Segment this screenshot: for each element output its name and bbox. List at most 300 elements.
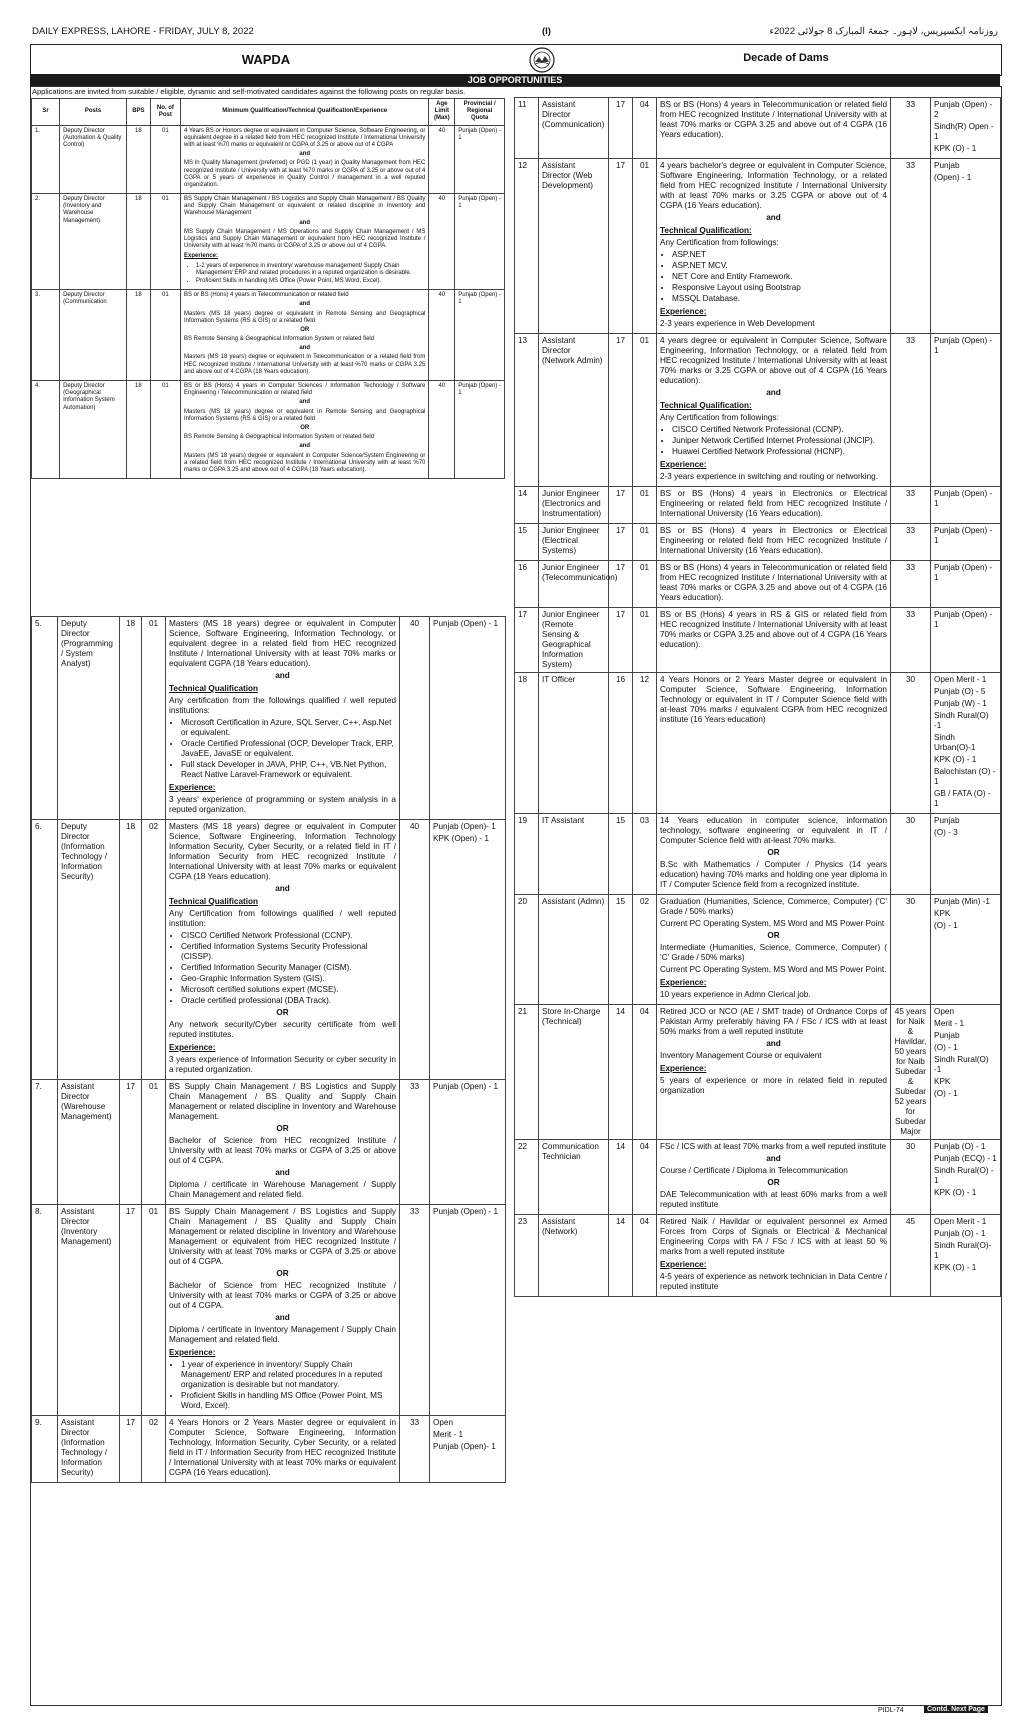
row-post: Assistant Director (Communication) [539,98,609,159]
quota-line: Punjab (Open) - 1 [458,127,501,141]
row-age: 40 [400,617,430,820]
separator-text: OR [276,1269,289,1278]
table-row [32,125,505,194]
table-row [515,561,1001,608]
row-bps: 17 [609,487,633,524]
row-age: 30 [891,673,931,814]
row-post: Communication Technician [539,1140,609,1215]
quota-line: (O) - 3 [934,828,958,837]
row-sr: 12 [515,159,539,334]
row-sr: 6. [32,820,58,1080]
row-num-posts: 01 [150,194,180,290]
quota-line: Punjab (ECQ) - 1 [934,1154,997,1163]
qualification-list [184,263,425,286]
quota-line: Open [934,1007,955,1016]
row-age: 30 [891,1140,931,1215]
row-qualification [657,159,891,334]
header-bps: BPS [127,99,151,126]
masthead-urdu: روزنامہ ایکسپریس، لاہور۔ جمعۃ المبارک 8 جولائی 2022ء [769,26,998,37]
masthead-left: DAILY EXPRESS, LAHORE - FRIDAY, JULY 8, 2022 [32,26,254,37]
row-bps: 18 [120,820,142,1080]
row-sr: 7. [32,1080,58,1205]
table-row [515,1005,1001,1140]
qualification-text: Retired Naik / Havildar or equivalent personnel ex Armed Forces from Corps of Signals or Electrical & Mechanical Engineering Corps with FA / FSc / ICS with at least 50 % marks from a well reputed institute [660,1217,887,1256]
quota-line: (O) - 1 [934,921,958,930]
row-num-posts: 01 [633,159,657,334]
row-num-posts: 01 [142,1205,166,1416]
table-row [32,1080,506,1205]
table-row [515,334,1001,487]
row-quota [430,1416,506,1483]
qualification-text: 10 years experience in Admn Clerical job. [660,990,811,999]
section-heading: Experience: [169,783,216,792]
separator-text: OR [767,1178,780,1187]
masthead-page-number: (I) [542,26,551,37]
row-qualification [181,381,429,479]
row-quota [931,814,1001,895]
row-bps: 16 [609,673,633,814]
row-post: Assistant Director (Inventory Management) [58,1205,120,1416]
row-num-posts: 01 [633,334,657,487]
row-sr: 22 [515,1140,539,1215]
table-row [515,524,1001,561]
row-quota [455,290,505,381]
row-num-posts: 02 [142,1416,166,1483]
quota-line: Punjab (Min) -1 [934,897,990,906]
quota-line: Punjab (Open)- 1 [433,822,496,831]
qualification-text: Any Certification from followings: [660,413,779,422]
row-sr: 11 [515,98,539,159]
qualification-text: Current PC Operating System, MS Word and MS Power Point. [660,965,887,974]
row-post: Assistant Director (Web Development) [539,159,609,334]
row-quota [931,673,1001,814]
quota-line: Punjab (Open) - 1 [458,196,501,210]
row-num-posts: 03 [633,814,657,895]
wapda-logo-icon [529,47,555,73]
list-item: • Certified Information Systems Security Professional (CISSP). [181,942,396,962]
table-row [32,290,505,381]
row-num-posts: 01 [633,524,657,561]
quota-line: (O) - 1 [934,1089,958,1098]
separator-text: and [299,219,311,226]
row-num-posts: 01 [633,608,657,673]
row-sr: 8. [32,1205,58,1416]
qualification-text: BS Supply Chain Management / BS Logistics and Supply Chain Management / BS Quality and Supply Chain Management or equivalent or related discipline in Inventory and Warehouse Management [184,196,426,217]
row-qualification [657,1005,891,1140]
quota-line: Punjab (Open) - 2 [934,100,993,119]
row-qualification [166,617,400,820]
row-num-posts: 01 [150,125,180,194]
row-age: 40 [429,125,455,194]
row-qualification [181,125,429,194]
separator-text: OR [300,326,310,333]
masthead [30,26,1000,40]
quota-line: (O) - 1 [934,1043,958,1052]
quota-line: Sindh Rural(O) - 1 [934,1166,994,1185]
row-qualification [657,561,891,608]
row-age: 33 [400,1205,430,1416]
row-qualification [181,194,429,290]
row-num-posts: 01 [633,561,657,608]
qualification-text: FSc / ICS with at least 70% marks from a well reputed institute [660,1142,887,1151]
list-item: • Microsoft certified solutions expert (MCSE). [181,985,396,995]
table-row [515,487,1001,524]
quota-line: Punjab (O) - 1 [934,1229,986,1238]
quota-line: Punjab (Open) - 1 [934,526,993,545]
row-post: Assistant (Network) [539,1215,609,1297]
quota-line: KPK (O) - 1 [934,1188,977,1197]
qualification-list [660,425,887,457]
row-sr: 13 [515,334,539,487]
qualification-text: Masters (MS 18 years) degree or equivalent in Computer Science, Software Engineering, Information Technology, or equivalent degree in a related field from HEC recognized Institute / International University with at least 70% marks or equivalent CGPA (18 Years education). [169,619,396,668]
row-post: IT Officer [539,673,609,814]
qualification-text: Intermediate (Humanities, Science, Commerce, Computer) ( 'C' Grade / 50% marks) [660,943,887,962]
separator-text: and [275,671,290,680]
row-post: Deputy Director (Programming / System Analyst) [58,617,120,820]
section-heading: Experience: [169,1043,216,1052]
row-num-posts: 02 [633,895,657,1005]
quota-line: Punjab (Open) - 1 [934,336,993,355]
quota-line: Punjab (Open) - 1 [458,383,501,397]
separator-text: and [299,151,311,158]
quota-line: KPK (O) - 1 [934,755,977,764]
row-bps: 17 [120,1205,142,1416]
table-row [32,1416,506,1483]
row-quota [931,524,1001,561]
row-bps: 15 [609,895,633,1005]
jobs-table-small [31,98,505,479]
quota-line: KPK [934,909,951,918]
row-qualification [657,895,891,1005]
qualification-text: BS or BS (Hons) 4 years in Telecommunication or related field from HEC recognized Institute / International University with at least 70% marks or CGPA 3.25 and above out of 4 CGPA (16 Years education). [660,563,887,602]
row-num-posts: 01 [150,381,180,479]
quota-line: Punjab [934,1031,960,1040]
table-row [32,194,505,290]
qualification-text: BS or BS (Hons) 4 years in Telecommunication or related field from HEC recognized Institute / International University with at least 70% marks or CGPA 3.25 and above out of 4 CGPA (16 Years education). [660,100,887,139]
quota-line: Punjab (Open) - 1 [458,292,501,306]
row-sr: 17 [515,608,539,673]
row-bps: 18 [127,194,151,290]
qualification-text: Graduation (Humanities, Science, Commerce, Computer) ('C' Grade / 50% marks) [660,897,887,916]
row-quota [430,820,506,1080]
row-age: 33 [400,1416,430,1483]
row-sr: 2. [32,194,60,290]
row-post: Deputy Director (Communication [60,290,127,381]
row-age: 33 [891,524,931,561]
section-heading: Experience: [660,1064,707,1073]
org-name: WAPDA [241,52,291,67]
table-row [32,820,506,1080]
row-post: Store In-Charge (Technical) [539,1005,609,1140]
list-item: • ASP.NET [672,250,887,260]
row-sr: 3. [32,290,60,381]
row-sr: 14 [515,487,539,524]
row-post: Junior Engineer (Remote Sensing & Geographical Information System) [539,608,609,673]
quota-line: Open Merit - 1 [934,1217,987,1226]
qualification-text: BS Supply Chain Management / BS Logistics and Supply Chain Management / BS Quality and Supply Chain Management or related discipline in Inventory and Warehouse Management or equivalent from HEC recognized Institute / University with at least 70% marks or CGPA of 3.25 or above out of 4 CGPA. [169,1207,396,1266]
table-row [515,1215,1001,1297]
row-sr: 5. [32,617,58,820]
row-age: 30 [891,814,931,895]
row-sr: 1. [32,125,60,194]
list-item: • Proficient Skills in handling MS Office (Power Point, MS Word, Excel). [196,278,425,285]
qualification-text: B.Sc with Mathematics / Computer / Physics (14 years education) having 70% marks and holding one year diploma in IT / Computer Science field from a recognized institute. [660,860,887,889]
qualification-text: Retired JCO or NCO (AE / SMT trade) of Ordnance Corps of Pakistan Army preferably having FA / FSc / ICS with at least 50% marks from a well reputed institute [660,1007,887,1036]
list-item: • CISCO Certified Network Professional (CCNP). [181,931,396,941]
row-num-posts: 04 [633,98,657,159]
row-sr: 16 [515,561,539,608]
qualification-text: DAE Telecommunication with at least 60% marks from a well reputed institute [660,1190,887,1209]
row-qualification [166,1080,400,1205]
row-qualification [657,673,891,814]
pidl-code: PIDL-74 [878,1707,904,1714]
row-qualification [657,334,891,487]
qualification-text: Any network security/Cyber security certificate from well reputed institutes. [169,1020,396,1039]
section-heading: Experience: [660,1260,707,1269]
row-age: 40 [429,290,455,381]
quota-line: Punjab (Open)- 1 [433,1442,496,1451]
table-row [515,895,1001,1005]
qualification-list [169,1360,396,1411]
quota-line: Punjab (W) - 1 [934,699,987,708]
quota-line: Punjab (Open) - 1 [934,610,993,629]
jobs-table-left [31,616,506,1483]
row-post: Deputy Director (Automation & Quality Control) [60,125,127,194]
quota-line: Merit - 1 [433,1430,464,1439]
qualification-text: MS Supply Chain Management / MS Operations and Supply Chain Management / MS Logistics and Supply Chain Management or equivalent from HEC recognized Institute / University with at least %70 marks or CGPA of 3.25 or above out of 4 CGPA. [184,228,426,250]
row-bps: 18 [127,290,151,381]
row-qualification [166,1205,400,1416]
row-post: Junior Engineer (Telecommunication) [539,561,609,608]
qualification-text: Bachelor of Science from HEC recognized Institute / University with at least 70% marks or CGPA of 3.25 or above out of 4 CGPA. [169,1281,396,1310]
list-item: • CISCO Certified Network Professional (CCNP). [672,425,887,435]
qualification-text: Current PC Operating System, MS Word and MS Power Point [660,919,885,928]
section-heading: Technical Qualification: [660,401,752,410]
section-heading: Technical Qualification [169,897,259,906]
table-row [32,381,505,479]
qualification-text: 4 years degree or equivalent in Computer Science, Software Engineering, Information Technology, or a related field from HEC recognized Institute / International University with at least 70% marks or 3.25 CGPA or above out of 4 CGPA (16 Years education). [660,336,887,385]
row-num-posts: 12 [633,673,657,814]
qualification-text: Bachelor of Science from HEC recognized Institute / University with at least 70% marks or CGPA of 3.25 or above out of 4 CGPA. [169,1136,396,1165]
section-heading: Experience: [660,460,707,469]
qualification-text: Course / Certificate / Diploma in Telecommunication [660,1166,848,1175]
section-heading: Experience: [660,307,707,316]
row-age: 40 [400,820,430,1080]
qualification-text: BS or BS (Hons) 4 years in RS & GIS or related field from HEC recognized Institute / International University with at least 70% marks or CGPA 3.25 and above out of 4 CGPA (16 Years education). [660,610,887,649]
quota-line: KPK [934,1077,951,1086]
row-bps: 15 [609,814,633,895]
row-bps: 17 [609,98,633,159]
row-num-posts: 01 [142,1080,166,1205]
row-quota [931,608,1001,673]
quota-line: Merit - 1 [934,1019,965,1028]
quota-line: (Open) - 1 [934,173,972,182]
quota-line: KPK (Open) - 1 [433,834,489,843]
table-row [515,814,1001,895]
row-bps: 14 [609,1005,633,1140]
qualification-text: 2-3 years experience in Web Development [660,319,815,328]
qualification-text: Diploma / certificate in Warehouse Management / Supply Chain Management and related field. [169,1180,396,1199]
section-heading: Technical Qualification: [660,226,752,235]
row-post: Assistant (Admn) [539,895,609,1005]
row-num-posts: 01 [150,290,180,381]
quota-line: Open [433,1418,454,1427]
qualification-text: Diploma / certificate in Inventory Management / Supply Chain Management and related field. [169,1325,396,1344]
quota-line: Punjab (Open) - 1 [934,563,993,582]
quota-line: Open Merit - 1 [934,675,987,684]
row-qualification [657,98,891,159]
list-item: • NET Core and Entity Framework. [672,272,887,282]
row-quota [931,334,1001,487]
separator-text: and [766,213,781,222]
table-row [515,98,1001,159]
row-sr: 18 [515,673,539,814]
row-sr: 20 [515,895,539,1005]
row-bps: 14 [609,1140,633,1215]
jobs-table-right [514,97,1001,1297]
slogan: Decade of Dams [743,52,829,64]
quota-line: Punjab (O) - 1 [934,1142,986,1151]
row-quota [931,98,1001,159]
row-quota [931,561,1001,608]
qualification-text: 4 years bachelor's degree or equivalent in Computer Science, Software Engineering, Information Technology, or a related field from HEC recognized Institute / International University with at least 70% marks or 3.25 CGPA or above out of 4 CGPA (16 Years education). [660,161,887,210]
qualification-text: BS Supply Chain Management / BS Logistics and Supply Chain Management / BS Quality and Supply Chain Management or related discipline in Inventory and Warehouse Management. [169,1082,396,1121]
qualification-text: Masters (MS 18 years) degree or equivalent in Telecommunication or a related field from HEC recognized Institute / International University with at least %70 marks or CGPA 3.25 and above out of 4 CGPA (18 Years education). [184,354,426,375]
row-post: Deputy Director (Geographical Information System Automation) [60,381,127,479]
row-quota [455,381,505,479]
qualification-text: BS or BS (Hons) 4 years in Computer Sciences / Information Technology / Software Engineering / Telecommunication or related field [184,383,426,397]
list-item: • Geo-Graphic Information System (GIS). [181,974,396,984]
list-item: • Oracle certified professional (DBA Track). [181,996,396,1006]
row-quota [931,1215,1001,1297]
row-bps: 18 [120,617,142,820]
qualification-text: 4 Years Honors or 2 Years Master degree or equivalent in Computer Science, Software Engineering, Information Technology or equivalent in IT / Computer Science field with at-least 70% marks / equivalent CGPA from HEC recognized institute (16 Years education) [660,675,887,724]
quota-line: KPK (O) - 1 [934,144,977,153]
qualification-text: 3 years experience of Information Security or cyber security in a reputed organization. [169,1055,396,1074]
table-row [515,159,1001,334]
separator-text: and [299,399,311,406]
list-item: • Oracle Certified Professional (OCP, Developer Track, ERP, JavaEE, JavaSE or equivalent. [181,739,396,759]
qualification-text: Inventory Management Course or equivalent [660,1051,822,1060]
list-item: • ASP.NET MCV. [672,261,887,271]
list-item: • Full stack Developer in JAVA, PHP, C++, VB.Net Python, React Native Laravel-Framework or equivalent. [181,760,396,780]
row-qualification [657,814,891,895]
list-item: • Huawei Certified Network Professional (HCNP). [672,447,887,457]
separator-text: and [275,1168,290,1177]
quota-line: Sindh Rural(O)- 1 [934,1241,992,1260]
separator-text: and [766,1154,781,1163]
intro-text: Applications are invited from suitable / eligible, dynamic and self-motivated candidates against the following posts on regular basis. [32,87,466,96]
qualification-text: Any Certification from followings: [660,238,779,247]
quota-line: Punjab (Open) - 1 [433,1082,499,1091]
separator-text: and [275,884,290,893]
row-bps: 17 [120,1416,142,1483]
row-age: 45 [891,1215,931,1297]
list-item: • Responsive Layout using Bootstrap [672,283,887,293]
row-qualification [166,1416,400,1483]
separator-text: OR [767,931,780,940]
separator-text: and [766,388,781,397]
section-heading: Technical Qualification [169,684,259,693]
quota-line: Sindh(R) Open - 1 [934,122,994,141]
row-post: Assistant Director (Information Technology / Information Security) [58,1416,120,1483]
row-post: Junior Engineer (Electronics and Instrumentation) [539,487,609,524]
row-quota [430,1080,506,1205]
quota-line: Sindh Rural(O) -1 [934,711,989,730]
row-sr: 9. [32,1416,58,1483]
row-quota [931,487,1001,524]
row-age: 30 [891,895,931,1005]
qualification-text: Any certification from the followings qualified / well reputed institutions: [169,696,396,715]
row-quota [430,617,506,820]
separator-text: and [299,345,311,352]
quota-line: Sindh Rural(O) -1 [934,1055,989,1074]
row-bps: 17 [120,1080,142,1205]
qualification-text: Masters (MS 18 years) degree or equivalent in Computer Science, Software Engineering, Information Technology Information Security, Cyber Security, or a related field in IT / Information Security from HEC recognized Institute / International University with at least 70% marks or equivalent CGPA (18 Years education). [169,822,396,881]
separator-text: and [766,1039,781,1048]
qualification-text: 4 Years BS or Honors degree or equivalent in Computer Science, Software Engineering, or equivalent degree in a related field from HEC recognized Institute / International University with at least %70 marks or equivalent or CGPA of 3.25 or above out of 4 CGPA [184,127,426,148]
row-quota [931,1140,1001,1215]
row-bps: 17 [609,524,633,561]
row-post: Deputy Director (Information Technology / Information Security) [58,820,120,1080]
row-sr: 21 [515,1005,539,1140]
row-age: 33 [891,561,931,608]
quota-line: Punjab (Open) - 1 [433,619,499,628]
qualification-text: Any Certification from followings qualified / well reputed institution: [169,909,396,928]
row-bps: 17 [609,561,633,608]
row-num-posts: 01 [633,487,657,524]
row-qualification [657,608,891,673]
contd-next-page: Contd. Next Page [924,1706,988,1713]
row-sr: 23 [515,1215,539,1297]
qualification-text: 5 years of experience or more in related field in reputed organization [660,1076,887,1095]
table-row [32,1205,506,1416]
quota-line: Balochistan (O) - 1 [934,767,996,786]
qualification-list [169,931,396,1006]
qualification-list [660,250,887,304]
separator-text: OR [276,1124,289,1133]
quota-line: Punjab (Open) - 1 [934,489,993,508]
quota-line: KPK (O) - 1 [934,1263,977,1272]
row-quota [455,125,505,194]
separator-text: OR [276,1008,289,1017]
row-qualification [657,1140,891,1215]
row-sr: 19 [515,814,539,895]
job-opportunities-bar: JOB OPPORTUNITIES [30,74,1000,86]
list-item: • Juniper Network Certified Internet Professional (JNCIP). [672,436,887,446]
qualification-text: BS or BS (Hons) 4 years in Electronics or Electrical Engineering or related field from HEC recognized Institute / International University (16 Years education). [660,526,887,555]
quota-line: GB / FATA (O) - 1 [934,789,991,808]
row-quota [430,1205,506,1416]
row-sr: 4. [32,381,60,479]
quota-line: Punjab [934,161,960,170]
header-qualification: Minimum Qualification/Technical Qualification/Experience [181,99,429,126]
row-quota [931,159,1001,334]
row-bps: 14 [609,1215,633,1297]
row-age: 40 [429,381,455,479]
separator-text: and [275,1313,290,1322]
list-item: • Certified Information Security Manager (CISM). [181,963,396,973]
row-qualification [657,524,891,561]
row-sr: 15 [515,524,539,561]
qualification-text: BS or BS (Hons) 4 years in Electronics or Electrical Engineering or related field from HEC recognized Institute / International University (16 Years education). [660,489,887,518]
list-item: • Proficient Skills in handling MS Office (Power Point, MS Word, Excel). [181,1391,396,1411]
row-post: IT Assistant [539,814,609,895]
quota-line: Punjab (Open) - 1 [433,1207,499,1216]
qualification-text: Masters (MS 18 years) degree or equivalent in Remote Sensing and Geographical Information Systems (RS & GIS) or a related field [184,408,426,422]
separator-text: and [299,443,311,450]
section-heading: Experience: [184,253,219,260]
